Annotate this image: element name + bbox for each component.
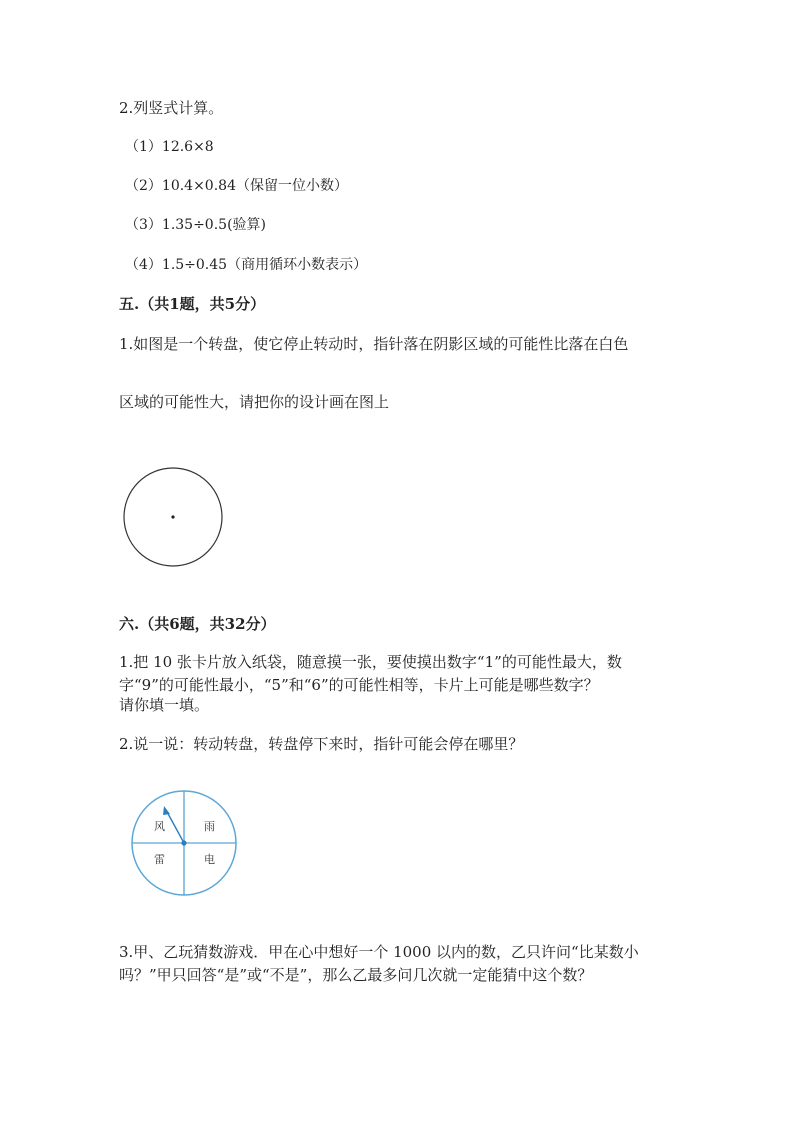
question-text: 1.把 10 张卡片放入纸袋，随意摸一张，要使摸出数字“1”的可能性最大，数 [119,653,622,671]
blank-spinner-circle [118,467,228,569]
sector-label-thunder: 雷 [154,853,165,866]
sector-label-wind: 风 [154,820,165,833]
question-text: 区域的可能性大，请把你的设计画在图上 [119,393,390,411]
calc-item-2: （2）10.4×0.84（保留一位小数） [125,178,348,194]
calc-item-3: （3）1.35÷0.5(验算) [125,217,266,233]
sector-label-lightning: 电 [204,853,215,866]
question-text: 字“9”的可能性最小，“5”和“6”的可能性相等，卡片上可能是哪些数字？ [119,676,599,694]
spinner-diagram [128,788,240,898]
section-header: 五.（共1题，共5分） [119,295,266,313]
spinner-center-dot [171,515,174,518]
question-text: 2.说一说：转动转盘，转盘停下来时，指针可能会停在哪里？ [119,735,524,753]
question-title: 2.列竖式计算。 [119,99,224,117]
question-text: 1.如图是一个转盘，使它停止转动时，指针落在阴影区域的可能性比落在白色 [119,335,629,353]
spinner-hub [181,840,186,845]
spinner-pointer [166,810,184,843]
sector-label-rain: 雨 [204,820,215,833]
pointer-arrowhead-icon [163,806,170,815]
calc-item-1: （1）12.6×8 [125,139,214,155]
question-text: 吗？”甲只回答“是”或“不是”，那么乙最多问几次就一定能猜中这个数？ [119,966,593,984]
question-text: 请你填一填。 [119,696,210,714]
question-text: 3.甲、乙玩猜数游戏．甲在心中想好一个 1000 以内的数，乙只许问“比某数小 [119,943,639,961]
section-header: 六.（共6题，共32分） [119,615,276,633]
calc-item-4: （4）1.5÷0.45（商用循环小数表示） [125,257,368,273]
